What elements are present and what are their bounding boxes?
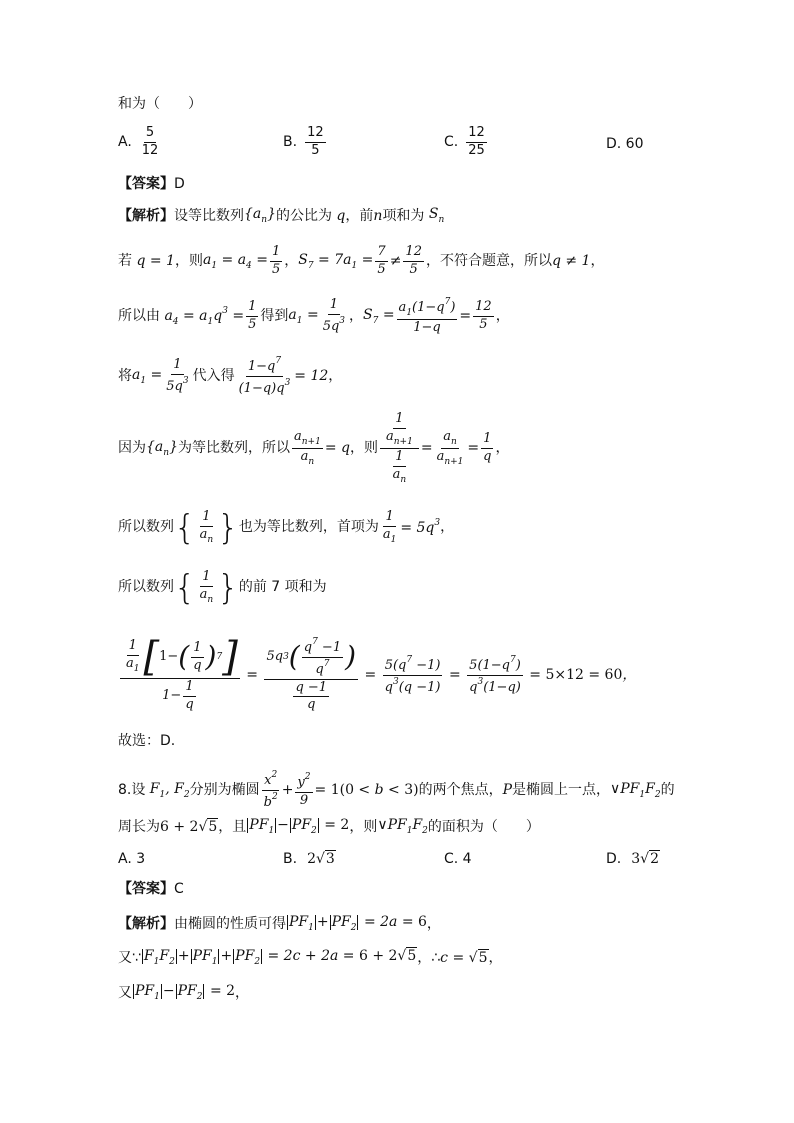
- math: 6 + 2√5: [160, 818, 218, 835]
- math: c = √5: [440, 949, 488, 966]
- comma: ，: [488, 949, 503, 966]
- q8-answer: [118, 881, 754, 898]
- q7-text: ，则: [174, 253, 203, 270]
- math: $\frac{12}{5}$: [405, 244, 422, 277]
- q7-analysis-line-2: [118, 245, 754, 278]
- q8-stem-line-2: [118, 817, 754, 837]
- q7-answer-value: D: [174, 176, 185, 192]
- q7-option-b: [283, 126, 328, 159]
- q7-option-a: [118, 126, 162, 159]
- q7-text: 所以由: [118, 308, 160, 325]
- math: $\frac{5(q^7 -1)}{q^3(q -1)}$: [384, 654, 441, 695]
- right-brace: }: [217, 507, 239, 548]
- q7-option-c-num: 12: [466, 126, 487, 143]
- q7-option-b-num: 12: [305, 126, 326, 143]
- q7-option-a-label: A.: [118, 134, 132, 151]
- math: =: [467, 440, 480, 457]
- math: $\{a_n\}$: [146, 438, 178, 458]
- q7-text: 得到: [260, 308, 289, 325]
- q7-text: ，则: [349, 440, 378, 457]
- comma: ，: [235, 984, 250, 1001]
- q7-option-d: [606, 136, 644, 152]
- q8-text: 的两个焦点，: [418, 782, 503, 799]
- math: $\frac{x^2}{b^2}$: [263, 770, 278, 810]
- math: $\frac{1}{5}$: [248, 299, 257, 333]
- math: $\frac{\frac{1}{a_{n+1}}}{\frac{1}{a_n}}$: [380, 412, 419, 486]
- q7-option-d-label: D. 60: [606, 136, 644, 152]
- q7-text: 为等比数列，所以: [177, 440, 290, 457]
- q7-analysis-line-5: [118, 412, 754, 486]
- math: +: [281, 782, 294, 799]
- q7-option-b-label: B.: [283, 134, 298, 151]
- comma: ，: [495, 308, 510, 325]
- q8-answer-tag: 【答案】: [118, 881, 174, 897]
- q7-text: 设等比数列: [174, 207, 244, 224]
- q7-sum-equation: [118, 630, 754, 720]
- q7-text: 因为: [118, 440, 146, 457]
- q7-text: 项和为: [382, 207, 425, 224]
- math: $\frac{1}{5q^3}$: [322, 297, 346, 335]
- comma: ，: [440, 519, 455, 536]
- math: $a_1$ =: [288, 306, 319, 326]
- math: 2√3: [307, 851, 335, 867]
- math: $F_1F_2 + PF_1 + PF_2 = 2c + 2a = 6 + 2√5$: [143, 948, 417, 967]
- q8-option-a-label: A. 3: [118, 851, 146, 867]
- math: 3√2: [631, 851, 659, 867]
- comma: ，: [495, 440, 510, 457]
- q7-text: ，前: [345, 207, 374, 224]
- q7-analysis-line-1: [118, 206, 754, 226]
- q7-answer-tag: 【答案】: [118, 176, 174, 192]
- q8-text: 又: [118, 984, 132, 1001]
- q7-option-c-label: C.: [444, 134, 459, 151]
- math: $\frac{a_n}{a_{n+1}}$: [436, 428, 464, 468]
- math: $\{a_n\}$: [244, 206, 276, 225]
- math: $a_4 = a_1q^3$ =: [160, 305, 245, 327]
- q8-stem-line-1: [118, 770, 754, 811]
- math: $F_1$, $F_2$: [145, 780, 190, 800]
- math: $\vee PF_1F_2$: [377, 817, 428, 836]
- math: = 1(0 < b < 3): [314, 782, 419, 799]
- q7-text: 也为等比数列，首项为: [238, 519, 379, 536]
- q8-text: 的: [660, 782, 675, 799]
- math: $\frac{12}{5}$: [475, 299, 492, 333]
- math: $\frac{5(1-q^7)}{q^3(1-q)}$: [469, 654, 521, 695]
- math: $\frac{1}{a_n}$: [199, 509, 214, 545]
- q7-analysis-tag: 【解析】: [118, 207, 174, 224]
- math: $S_7 = 7a_1$ =: [298, 251, 374, 271]
- math: ≠: [389, 253, 402, 270]
- q8-text: 的面积为（ ）: [427, 818, 540, 835]
- math: $a_1$ =: [132, 366, 163, 386]
- q7-option-a-num: 5: [144, 126, 156, 143]
- math: q: [331, 207, 346, 224]
- q7-text: 所以数列: [118, 519, 174, 536]
- right-brace: }: [217, 567, 239, 608]
- math: $\frac{1}{a_1}$: [382, 509, 397, 545]
- math: $\vee PF_1F_2$: [610, 780, 661, 800]
- q7-text: 的公比为: [275, 207, 332, 224]
- math: $\frac{1}{5}$: [271, 244, 281, 277]
- q8-analysis-line-3: [118, 983, 754, 1003]
- math: $PF_1 - PF_2 = 2$: [249, 817, 350, 836]
- q8-option-d: [606, 851, 660, 867]
- q8-text: ，∴: [417, 949, 441, 966]
- q7-tail-text: 和为（ ）: [118, 96, 202, 112]
- q8-text: ，且: [218, 818, 247, 835]
- q7-option-c-den: 25: [468, 142, 485, 158]
- math: = 12: [294, 368, 329, 385]
- math: =: [459, 308, 472, 325]
- q8-text: 是椭圆上一点，: [512, 782, 611, 799]
- q7-text: 将: [118, 368, 132, 385]
- q7-text: 所以数列: [118, 579, 174, 596]
- q7-text: ，不符合题意，所以: [425, 253, 552, 270]
- math: n: [373, 207, 383, 224]
- equals: =: [444, 666, 466, 683]
- q7-text: ，: [590, 253, 605, 270]
- q7-option-a-den: 12: [141, 142, 159, 158]
- q7-analysis-line-3: [118, 297, 754, 336]
- q8-number: 8.: [118, 782, 132, 799]
- q7-choose: [118, 733, 754, 750]
- math: P: [502, 782, 513, 799]
- q7-tail: [118, 96, 754, 113]
- q7-analysis-line-7: [118, 567, 754, 608]
- q7-answer: [118, 176, 754, 193]
- q8-analysis-line-2: [118, 948, 754, 968]
- q8-answer-value: C: [174, 881, 184, 897]
- math: q = 1: [132, 253, 175, 270]
- math: =: [420, 440, 433, 457]
- math: $\frac{a_{n+1}}{a_n}$: [293, 428, 321, 468]
- q8-option-d-label: D.: [606, 851, 622, 867]
- math: $a_1 = a_4$ =: [202, 251, 268, 271]
- equals: =: [241, 666, 263, 683]
- comma: ，: [426, 915, 441, 932]
- q8-option-b-label: B.: [283, 851, 298, 867]
- q8-analysis-line-1: [118, 914, 754, 934]
- q8-text: 周长为: [118, 818, 160, 835]
- left-brace: {: [174, 507, 196, 548]
- math: = q: [324, 440, 350, 457]
- math: = $5q^3$: [400, 518, 441, 537]
- q7-analysis-line-4: [118, 356, 754, 397]
- math: $S_n$: [424, 206, 445, 225]
- q7-option-c: [444, 126, 489, 159]
- q8-option-b: [283, 851, 336, 867]
- q7-text: 代入得: [192, 368, 235, 385]
- q7-text: 故选：D.: [118, 733, 176, 749]
- math: $\frac{1-q^7}{(1-q)q^3}$: [238, 356, 291, 396]
- q8-analysis-tag: 【解析】: [118, 915, 174, 932]
- math: $\frac{1}{a_1}$ [ 1− ( $\frac{1}{q}$ ) 7 ] 1− $\frac{1}{q}$: [120, 637, 240, 713]
- q7-text: 若: [118, 253, 132, 270]
- math: 5q 3 ( $\frac{q^7 -1}{q^7}$ ) $\frac{q -1}{q}$: [266, 636, 357, 713]
- math: q ≠ 1: [551, 253, 591, 270]
- comma: ，: [328, 368, 343, 385]
- q8-option-a: [118, 851, 145, 867]
- math: $\frac{7}{5}$: [377, 244, 386, 277]
- q8-text: 设: [131, 782, 146, 799]
- math: $\frac{y^2}{9}$: [297, 772, 311, 808]
- math: $PF_1 - PF_2 = 2$: [135, 983, 236, 1002]
- q7-analysis-line-6: [118, 507, 754, 548]
- math: $S_7$ =: [363, 306, 395, 326]
- q8-text: ，则: [349, 818, 378, 835]
- math: $\frac{1}{q}$: [483, 431, 492, 465]
- q8-text: 由椭圆的性质可得: [174, 915, 286, 932]
- comma: ，: [349, 308, 364, 325]
- q8-option-c: [444, 851, 472, 867]
- q8-text: 又∵: [118, 949, 141, 966]
- q7-option-b-den: 5: [311, 142, 320, 158]
- q8-option-c-label: C. 4: [444, 851, 472, 867]
- math: $PF_1 + PF_2 = 2a = 6$: [289, 914, 427, 933]
- math: $\frac{1}{a_n}$: [199, 569, 214, 605]
- equals: =: [360, 666, 381, 683]
- comma: ，: [622, 666, 637, 683]
- result: = 5×12 = 60: [529, 666, 623, 683]
- q7-text: ，: [284, 253, 299, 270]
- q7-text: 的前 7 项和为: [238, 579, 327, 596]
- q8-text: 分别为椭圆: [189, 782, 260, 799]
- left-brace: {: [174, 567, 196, 608]
- math: $\frac{1}{5q^3}$: [166, 357, 189, 394]
- math: $\frac{a_1(1-q^7)}{1-q}$: [398, 297, 456, 336]
